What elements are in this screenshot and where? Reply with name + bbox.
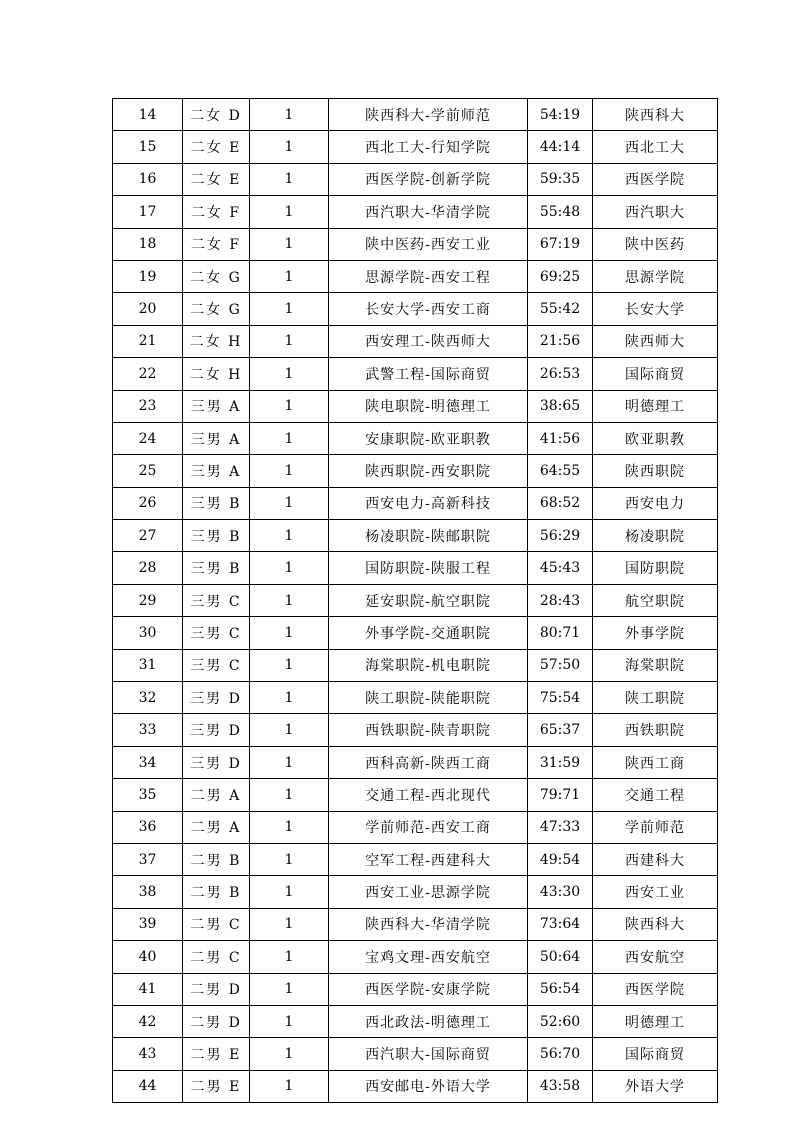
group-cell: 二女 E: [183, 163, 250, 195]
matchup-cell: 长安大学-西安工商: [329, 293, 528, 325]
matchup-cell: 西铁职院-陕青职院: [329, 714, 528, 746]
table-row: [113, 196, 718, 228]
round-cell: 1: [250, 520, 329, 552]
table-row: [113, 455, 718, 487]
round-cell: 1: [250, 811, 329, 843]
group-cell: 三男 A: [183, 455, 250, 487]
score-cell: 64:55: [528, 455, 593, 487]
matchup-cell: 西汽职大-华清学院: [329, 196, 528, 228]
match-number-cell: 29: [113, 584, 183, 616]
round-cell: 1: [250, 1038, 329, 1070]
table-row: [113, 325, 718, 357]
table-row: [113, 811, 718, 843]
score-cell: 41:56: [528, 422, 593, 454]
match-number-cell: 36: [113, 811, 183, 843]
match-number-cell: 38: [113, 876, 183, 908]
winner-cell: 西医学院: [593, 973, 718, 1005]
score-cell: 43:58: [528, 1070, 593, 1102]
match-number-cell: 40: [113, 941, 183, 973]
group-cell: 三男 D: [183, 714, 250, 746]
group-cell: 二女 D: [183, 99, 250, 131]
winner-cell: 陕西职院: [593, 455, 718, 487]
table-row: [113, 1038, 718, 1070]
table-row: [113, 520, 718, 552]
score-cell: 56:70: [528, 1038, 593, 1070]
match-number-cell: 16: [113, 163, 183, 195]
group-cell: 三男 C: [183, 649, 250, 681]
table-row: [113, 973, 718, 1005]
table-row: [113, 1070, 718, 1102]
table-row: [113, 1005, 718, 1037]
group-cell: 二女 F: [183, 196, 250, 228]
matchup-cell: 西安邮电-外语大学: [329, 1070, 528, 1102]
group-cell: 三男 C: [183, 617, 250, 649]
group-cell: 三男 C: [183, 584, 250, 616]
winner-cell: 陕西师大: [593, 325, 718, 357]
table-row: [113, 584, 718, 616]
match-number-cell: 39: [113, 908, 183, 940]
score-cell: 50:64: [528, 941, 593, 973]
round-cell: 1: [250, 99, 329, 131]
score-cell: 79:71: [528, 779, 593, 811]
score-cell: 44:14: [528, 131, 593, 163]
round-cell: 1: [250, 1070, 329, 1102]
match-number-cell: 32: [113, 682, 183, 714]
matchup-cell: 宝鸡文理-西安航空: [329, 941, 528, 973]
match-number-cell: 26: [113, 487, 183, 519]
table-row: [113, 941, 718, 973]
score-cell: 57:50: [528, 649, 593, 681]
winner-cell: 杨凌职院: [593, 520, 718, 552]
matchup-cell: 交通工程-西北现代: [329, 779, 528, 811]
table-row: [113, 843, 718, 875]
score-cell: 28:43: [528, 584, 593, 616]
score-cell: 55:42: [528, 293, 593, 325]
group-cell: 二男 C: [183, 908, 250, 940]
round-cell: 1: [250, 779, 329, 811]
match-number-cell: 15: [113, 131, 183, 163]
round-cell: 1: [250, 325, 329, 357]
matchup-cell: 外事学院-交通职院: [329, 617, 528, 649]
matchup-cell: 西安电力-高新科技: [329, 487, 528, 519]
winner-cell: 国防职院: [593, 552, 718, 584]
table-row: [113, 422, 718, 454]
round-cell: 1: [250, 358, 329, 390]
group-cell: 二女 F: [183, 228, 250, 260]
matchup-cell: 陕中医药-西安工业: [329, 228, 528, 260]
group-cell: 二男 E: [183, 1070, 250, 1102]
match-number-cell: 14: [113, 99, 183, 131]
winner-cell: 明德理工: [593, 390, 718, 422]
group-cell: 二女 H: [183, 325, 250, 357]
round-cell: 1: [250, 973, 329, 1005]
score-cell: 56:29: [528, 520, 593, 552]
score-cell: 21:56: [528, 325, 593, 357]
group-cell: 三男 A: [183, 422, 250, 454]
matchup-cell: 西安工业-思源学院: [329, 876, 528, 908]
score-cell: 43:30: [528, 876, 593, 908]
winner-cell: 西医学院: [593, 163, 718, 195]
round-cell: 1: [250, 941, 329, 973]
group-cell: 二男 D: [183, 1005, 250, 1037]
table-row: [113, 876, 718, 908]
match-number-cell: 37: [113, 843, 183, 875]
round-cell: 1: [250, 260, 329, 292]
match-number-cell: 18: [113, 228, 183, 260]
match-number-cell: 41: [113, 973, 183, 1005]
round-cell: 1: [250, 228, 329, 260]
group-cell: 二男 D: [183, 973, 250, 1005]
winner-cell: 欧亚职教: [593, 422, 718, 454]
match-number-cell: 23: [113, 390, 183, 422]
match-results-table: [112, 98, 718, 1103]
table-row: [113, 260, 718, 292]
score-cell: 68:52: [528, 487, 593, 519]
match-number-cell: 44: [113, 1070, 183, 1102]
match-number-cell: 28: [113, 552, 183, 584]
round-cell: 1: [250, 843, 329, 875]
matchup-cell: 海棠职院-机电职院: [329, 649, 528, 681]
winner-cell: 陕西工商: [593, 746, 718, 778]
group-cell: 三男 B: [183, 552, 250, 584]
match-number-cell: 21: [113, 325, 183, 357]
round-cell: 1: [250, 422, 329, 454]
table-row: [113, 908, 718, 940]
table-row: [113, 779, 718, 811]
winner-cell: 外语大学: [593, 1070, 718, 1102]
group-cell: 二女 G: [183, 260, 250, 292]
score-cell: 31:59: [528, 746, 593, 778]
score-cell: 45:43: [528, 552, 593, 584]
winner-cell: 航空职院: [593, 584, 718, 616]
round-cell: 1: [250, 196, 329, 228]
score-cell: 80:71: [528, 617, 593, 649]
match-number-cell: 17: [113, 196, 183, 228]
matchup-cell: 陕西职院-西安职院: [329, 455, 528, 487]
score-cell: 59:35: [528, 163, 593, 195]
winner-cell: 国际商贸: [593, 1038, 718, 1070]
winner-cell: 陕西科大: [593, 908, 718, 940]
round-cell: 1: [250, 552, 329, 584]
matchup-cell: 武警工程-国际商贸: [329, 358, 528, 390]
matchup-cell: 国防职院-陕服工程: [329, 552, 528, 584]
match-number-cell: 19: [113, 260, 183, 292]
round-cell: 1: [250, 908, 329, 940]
group-cell: 二男 A: [183, 811, 250, 843]
match-number-cell: 31: [113, 649, 183, 681]
winner-cell: 学前师范: [593, 811, 718, 843]
score-cell: 52:60: [528, 1005, 593, 1037]
round-cell: 1: [250, 714, 329, 746]
table-row: [113, 682, 718, 714]
winner-cell: 明德理工: [593, 1005, 718, 1037]
table-row: [113, 714, 718, 746]
round-cell: 1: [250, 390, 329, 422]
winner-cell: 思源学院: [593, 260, 718, 292]
group-cell: 三男 B: [183, 520, 250, 552]
score-cell: 73:64: [528, 908, 593, 940]
matchup-cell: 西医学院-安康学院: [329, 973, 528, 1005]
matchup-cell: 思源学院-西安工程: [329, 260, 528, 292]
winner-cell: 交通工程: [593, 779, 718, 811]
winner-cell: 长安大学: [593, 293, 718, 325]
score-cell: 56:54: [528, 973, 593, 1005]
score-cell: 75:54: [528, 682, 593, 714]
score-cell: 38:65: [528, 390, 593, 422]
winner-cell: 国际商贸: [593, 358, 718, 390]
winner-cell: 西北工大: [593, 131, 718, 163]
matchup-cell: 学前师范-西安工商: [329, 811, 528, 843]
match-number-cell: 42: [113, 1005, 183, 1037]
match-number-cell: 24: [113, 422, 183, 454]
table-row: [113, 649, 718, 681]
round-cell: 1: [250, 455, 329, 487]
winner-cell: 外事学院: [593, 617, 718, 649]
score-cell: 26:53: [528, 358, 593, 390]
group-cell: 三男 D: [183, 682, 250, 714]
match-results-body: [113, 99, 718, 1103]
group-cell: 二男 E: [183, 1038, 250, 1070]
table-row: [113, 131, 718, 163]
score-cell: 47:33: [528, 811, 593, 843]
winner-cell: 西建科大: [593, 843, 718, 875]
winner-cell: 陕西科大: [593, 99, 718, 131]
matchup-cell: 安康职院-欧亚职教: [329, 422, 528, 454]
table-row: [113, 552, 718, 584]
matchup-cell: 西科高新-陕西工商: [329, 746, 528, 778]
match-number-cell: 43: [113, 1038, 183, 1070]
table-row: [113, 358, 718, 390]
score-cell: 69:25: [528, 260, 593, 292]
group-cell: 二男 B: [183, 843, 250, 875]
round-cell: 1: [250, 682, 329, 714]
match-number-cell: 27: [113, 520, 183, 552]
matchup-cell: 空军工程-西建科大: [329, 843, 528, 875]
winner-cell: 陕中医药: [593, 228, 718, 260]
group-cell: 二女 E: [183, 131, 250, 163]
winner-cell: 海棠职院: [593, 649, 718, 681]
winner-cell: 西汽职大: [593, 196, 718, 228]
round-cell: 1: [250, 746, 329, 778]
winner-cell: 陕工职院: [593, 682, 718, 714]
matchup-cell: 陕西科大-华清学院: [329, 908, 528, 940]
round-cell: 1: [250, 293, 329, 325]
match-number-cell: 35: [113, 779, 183, 811]
table-row: [113, 390, 718, 422]
matchup-cell: 西北政法-明德理工: [329, 1005, 528, 1037]
group-cell: 二女 G: [183, 293, 250, 325]
round-cell: 1: [250, 876, 329, 908]
match-number-cell: 20: [113, 293, 183, 325]
matchup-cell: 陕西科大-学前师范: [329, 99, 528, 131]
table-row: [113, 487, 718, 519]
group-cell: 二女 H: [183, 358, 250, 390]
table-row: [113, 293, 718, 325]
group-cell: 三男 B: [183, 487, 250, 519]
group-cell: 三男 A: [183, 390, 250, 422]
round-cell: 1: [250, 649, 329, 681]
table-row: [113, 99, 718, 131]
table-row: [113, 746, 718, 778]
group-cell: 二男 A: [183, 779, 250, 811]
matchup-cell: 杨凌职院-陕邮职院: [329, 520, 528, 552]
score-cell: 54:19: [528, 99, 593, 131]
winner-cell: 西铁职院: [593, 714, 718, 746]
score-cell: 67:19: [528, 228, 593, 260]
round-cell: 1: [250, 487, 329, 519]
matchup-cell: 西安理工-陕西师大: [329, 325, 528, 357]
round-cell: 1: [250, 1005, 329, 1037]
round-cell: 1: [250, 163, 329, 195]
matchup-cell: 西医学院-创新学院: [329, 163, 528, 195]
match-number-cell: 33: [113, 714, 183, 746]
matchup-cell: 陕工职院-陕能职院: [329, 682, 528, 714]
round-cell: 1: [250, 131, 329, 163]
match-number-cell: 22: [113, 358, 183, 390]
score-cell: 55:48: [528, 196, 593, 228]
matchup-cell: 西汽职大-国际商贸: [329, 1038, 528, 1070]
group-cell: 二男 B: [183, 876, 250, 908]
match-number-cell: 30: [113, 617, 183, 649]
winner-cell: 西安电力: [593, 487, 718, 519]
round-cell: 1: [250, 617, 329, 649]
matchup-cell: 延安职院-航空职院: [329, 584, 528, 616]
winner-cell: 西安航空: [593, 941, 718, 973]
score-cell: 65:37: [528, 714, 593, 746]
matchup-cell: 陕电职院-明德理工: [329, 390, 528, 422]
matchup-cell: 西北工大-行知学院: [329, 131, 528, 163]
winner-cell: 西安工业: [593, 876, 718, 908]
round-cell: 1: [250, 584, 329, 616]
match-number-cell: 25: [113, 455, 183, 487]
group-cell: 二男 C: [183, 941, 250, 973]
group-cell: 三男 D: [183, 746, 250, 778]
table-row: [113, 163, 718, 195]
match-number-cell: 34: [113, 746, 183, 778]
table-row: [113, 617, 718, 649]
score-cell: 49:54: [528, 843, 593, 875]
table-row: [113, 228, 718, 260]
